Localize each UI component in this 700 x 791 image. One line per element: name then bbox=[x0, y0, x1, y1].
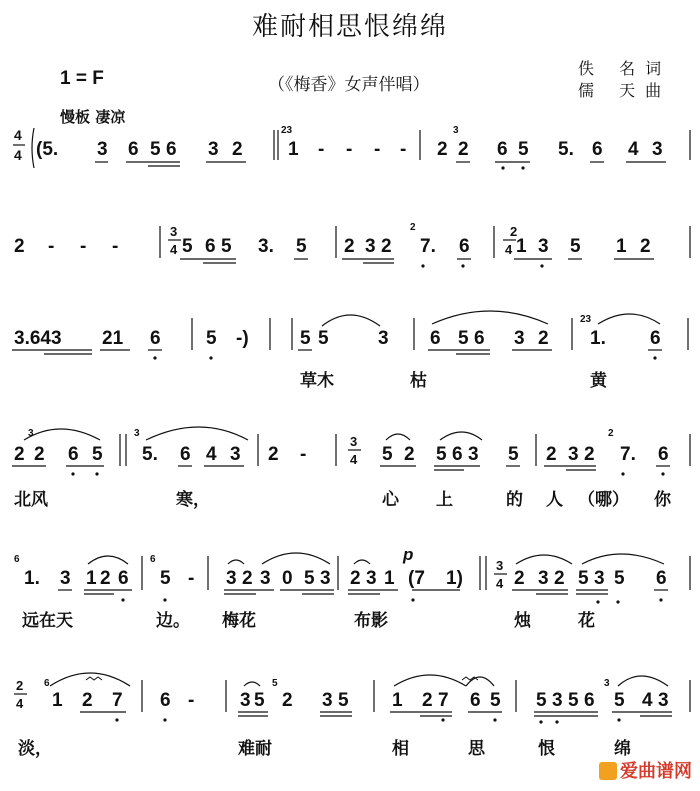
slur bbox=[432, 311, 548, 324]
site-watermark bbox=[599, 757, 692, 783]
grace-note: 23 bbox=[580, 314, 592, 325]
time-sig-bottom: 4 bbox=[170, 242, 178, 257]
grace-note: 23 bbox=[281, 125, 293, 136]
grace-note: 6 bbox=[150, 554, 156, 565]
grace-note: 6 bbox=[44, 678, 50, 689]
key-signature: 1 = F bbox=[60, 68, 104, 89]
lyric: 边。 bbox=[156, 611, 190, 630]
time-sig-top: 3 bbox=[170, 224, 178, 239]
lyric: （哪） bbox=[578, 490, 629, 509]
grace-note: 3 bbox=[134, 428, 140, 439]
time-sig-top: 3 bbox=[496, 558, 504, 573]
lyric: 难耐 bbox=[238, 739, 272, 758]
dynamic-marking: p bbox=[403, 545, 414, 564]
time-sig-top: 2 bbox=[510, 224, 518, 239]
score-row-6: 1 2 7 6 - 3 5 2 3 5 1 2 7 6 5 5 3 5 6 5 4 3 bbox=[52, 690, 669, 711]
lyric: 草木 bbox=[300, 371, 334, 390]
time-sig-bottom: 4 bbox=[350, 452, 358, 467]
grace-note: 3 bbox=[453, 125, 459, 136]
slur bbox=[598, 314, 660, 324]
slur-open bbox=[32, 128, 34, 168]
composer-credit: 儒 天曲 bbox=[578, 81, 672, 100]
grace-note: 5 bbox=[272, 678, 278, 689]
time-sig-top: 3 bbox=[350, 434, 358, 449]
logo-icon bbox=[599, 762, 617, 780]
lyric: 远在天 bbox=[22, 611, 73, 630]
time-sig-bottom: 4 bbox=[505, 242, 513, 257]
score-row-2: 2 - - - 5 6 5 3. 5 2 3 2 7. 6 1 3 5 1 2 bbox=[14, 236, 651, 257]
score-row-4: 2 2 6 5 5. 6 4 3 2 - 5 2 5 6 3 5 2 3 2 7. 6 bbox=[14, 444, 669, 465]
grace-note: 2 bbox=[410, 222, 416, 233]
lyric: 上 bbox=[436, 490, 453, 509]
grace-note: 3 bbox=[604, 678, 610, 689]
grace-note: 6 bbox=[14, 554, 20, 565]
score-row-5: 1. 3 1 2 6 5 - 3 2 3 0 5 3 2 3 1 (7 1) 2 3 2 5 3 5 6 bbox=[24, 568, 667, 589]
score-row-3: 3.643 21 6 5 -) 5 5 3 6 5 6 3 2 1. 6 bbox=[14, 328, 661, 349]
trill-mark bbox=[86, 677, 102, 680]
time-sig-bottom: 4 bbox=[496, 576, 504, 591]
slur bbox=[322, 315, 380, 326]
lyric: 你 bbox=[654, 490, 671, 509]
lyric: 烛 bbox=[514, 611, 531, 630]
lyric: 的 bbox=[506, 490, 523, 509]
grace-note: 2 bbox=[608, 428, 614, 439]
lyric: 恨 bbox=[538, 739, 555, 758]
watermark-text: 爱曲谱网 bbox=[620, 761, 692, 782]
lyricist-credit: 佚 名词 bbox=[578, 59, 672, 78]
score-row-1: (5. 3 6 5 6 3 2 1 - - - - 2 2 6 5 5. 6 4 3 bbox=[36, 139, 663, 160]
lyric: 布影 bbox=[354, 611, 388, 630]
lyric: 梅花 bbox=[222, 611, 256, 630]
time-sig-bottom: 4 bbox=[16, 696, 24, 711]
lyric: 枯 bbox=[410, 371, 427, 390]
lyric: 人 bbox=[546, 490, 563, 509]
lyric: 花 bbox=[578, 611, 595, 630]
tempo-marking: 慢板 凄凉 bbox=[60, 108, 126, 126]
lyric: 思 bbox=[468, 739, 485, 758]
source-note: （《梅香》女声伴唱） bbox=[268, 75, 430, 95]
grace-note: 3 bbox=[28, 428, 34, 439]
time-sig-top: 2 bbox=[16, 678, 24, 693]
lyric: 北风 bbox=[14, 490, 48, 509]
song-title: 难耐相思恨绵绵 bbox=[251, 12, 448, 42]
lyric: 心 bbox=[382, 490, 399, 509]
lyric: 寒， bbox=[176, 490, 210, 509]
time-sig-bottom: 4 bbox=[14, 147, 22, 163]
lyric: 淡， bbox=[18, 739, 52, 758]
time-sig-top: 4 bbox=[14, 127, 22, 143]
lyric: 相 bbox=[392, 739, 409, 758]
lyric: 绵 bbox=[614, 739, 631, 758]
lyric: 黄 bbox=[590, 371, 607, 390]
